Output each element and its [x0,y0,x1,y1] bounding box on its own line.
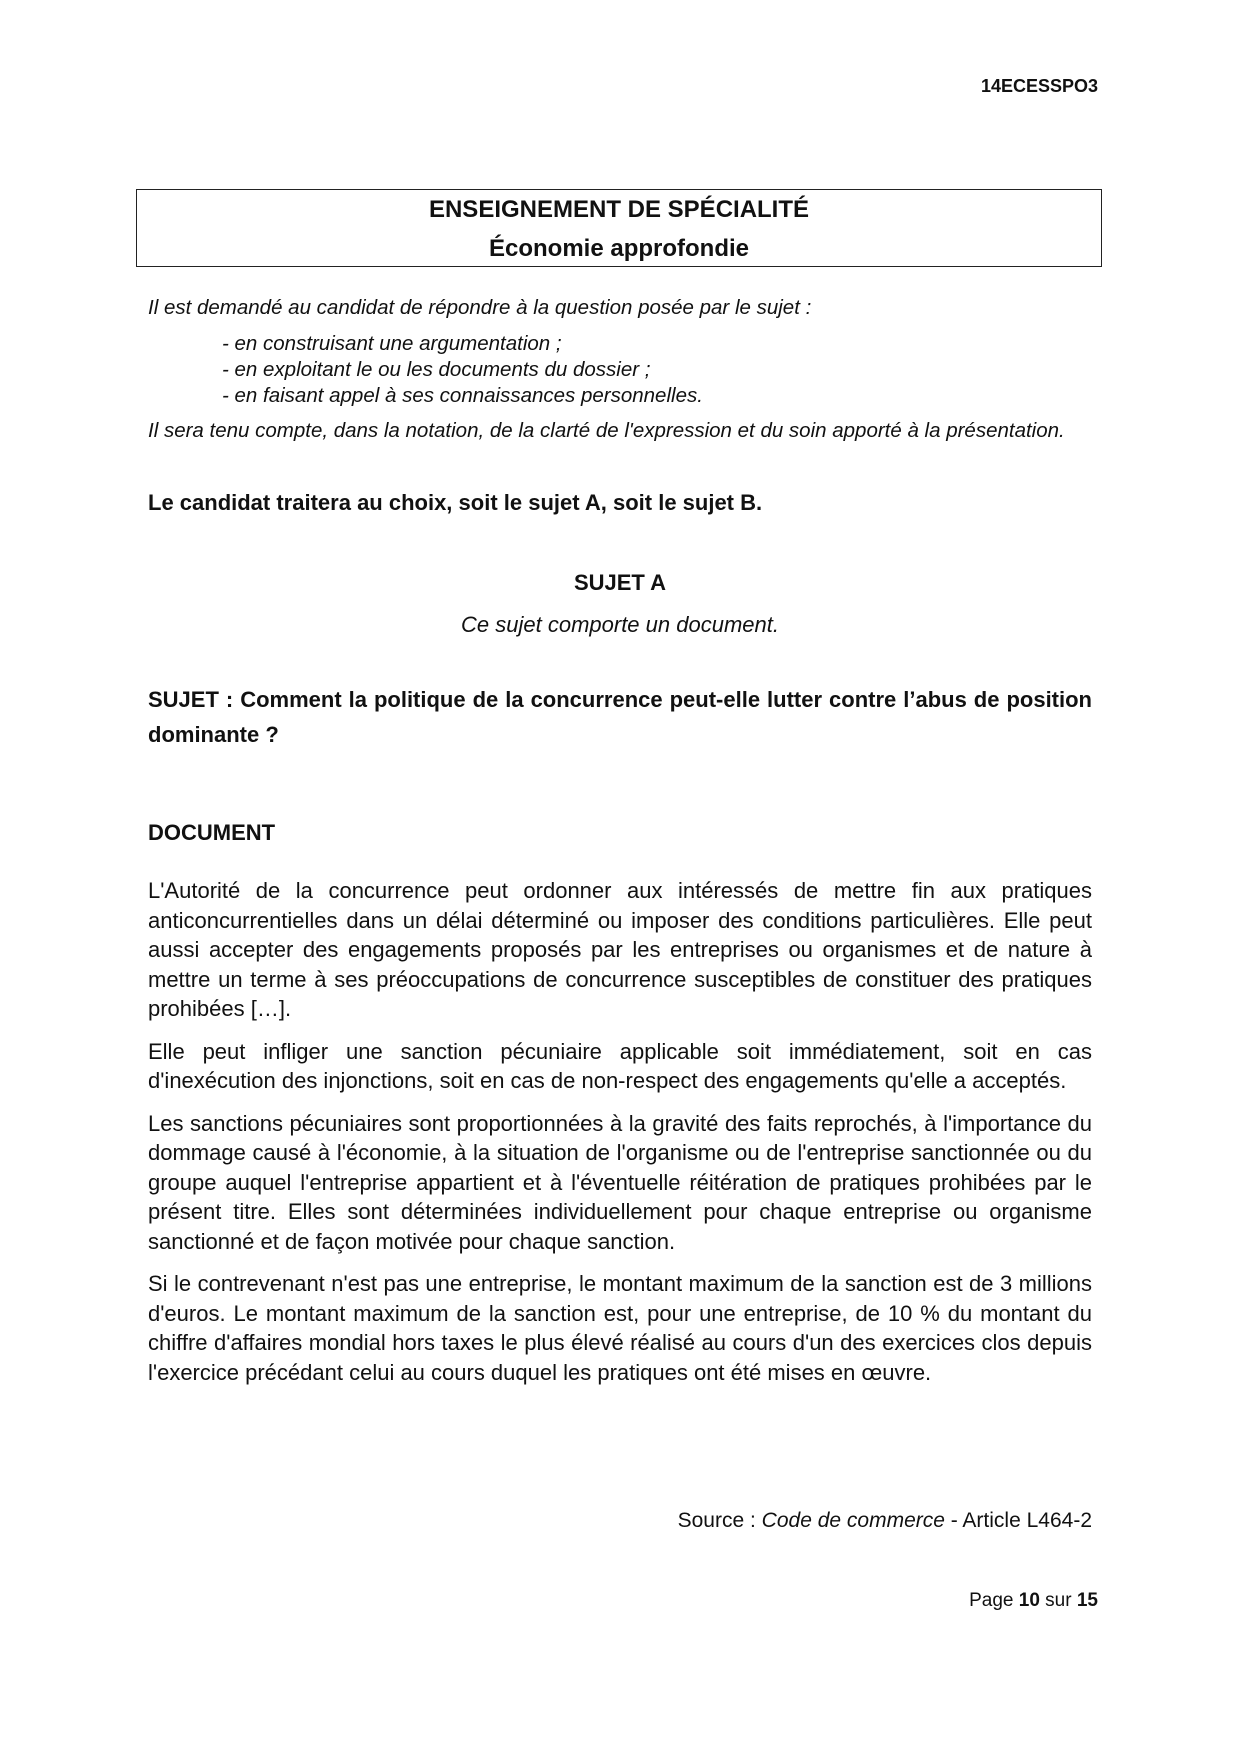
exam-code: 14ECESSPO3 [980,76,1098,96]
page-total: 15 [1076,1590,1098,1611]
instructions [148,294,1092,444]
instruction-item: - en construisant une argumentation ; [222,332,562,355]
choice-instruction: Le candidat traitera au choix, soit le sujet A, soit le sujet B. [148,490,763,515]
sujet-title: SUJET A [573,570,667,595]
source-suffix: - Article L464-2 [944,1509,1092,1532]
document-source [148,1509,1092,1533]
instruction-item: - en faisant appel à ses connaissances personnelles. [222,384,703,407]
document-heading: DOCUMENT [148,820,276,845]
instructions-list [222,331,1092,409]
page-word: Page [969,1590,1014,1611]
title-subject: Économie approfondie [488,235,749,262]
document-paragraph: L'Autorité de la concurrence peut ordonner aux intéressés de mettre fin aux pratiques anticoncurrentielles dans un délai déterminé ou imposer des conditions particulières. Elle peut aussi accepter des engagements proposés par les entreprises ou organismes et de nature à mettre un terme à ses préoccupations de concurrence susceptibles de constituer des pratiques prohibées […]. [148,878,1092,1021]
sujet-question: SUJET : Comment la politique de la concurrence peut-elle lutter contre l’abus de position dominante ? [148,687,1092,747]
source-prefix: Source : [677,1509,762,1532]
title-specialty: ENSEIGNEMENT DE SPÉCIALITÉ [428,196,810,223]
document-body [148,876,1092,1400]
document-paragraph: Si le contrevenant n'est pas une entreprise, le montant maximum de la sanction est de 3 millions d'euros. Le montant maximum de la sanction est, pour une entreprise, de 10 % du montant du chiffre d'affaires mondial hors taxes le plus élevé réalisé au cours d'un des exercices clos depuis l'exercice précédant celui au cours duquel les pratiques ont été mises en œuvre. [148,1271,1092,1385]
instructions-notation: Il sera tenu compte, dans la notation, de la clarté de l'expression et du soin apporté à la présentation. [148,419,1065,442]
page-current: 10 [1018,1590,1040,1611]
document-paragraph: Elle peut infliger une sanction pécuniaire applicable soit immédiatement, soit en cas d'inexécution des injonctions, soit en cas de non-respect des engagements qu'elle a acceptés. [148,1038,1092,1093]
page-number [969,1590,1098,1612]
instructions-intro: Il est demandé au candidat de répondre à la question posée par le sujet : [148,296,812,319]
of-word: sur [1045,1590,1072,1611]
source-title: Code de commerce [761,1509,945,1532]
sujet-subtitle: Ce sujet comporte un document. [461,612,779,637]
instruction-item: - en exploitant le ou les documents du dossier ; [222,358,651,381]
title-box [136,189,1102,267]
document-paragraph: Les sanctions pécuniaires sont proportionnées à la gravité des faits reprochés, à l'importance du dommage causé à l'économie, à la situation de l'organisme ou de l'entreprise sanctionnée ou du groupe auquel l'entreprise appartient et à l'éventuelle réitération de pratiques prohibées par le présent titre. Elles sont déterminées individuellement pour chaque entreprise ou organisme sanctionné et de façon motivée pour chaque sanction. [148,1110,1092,1254]
